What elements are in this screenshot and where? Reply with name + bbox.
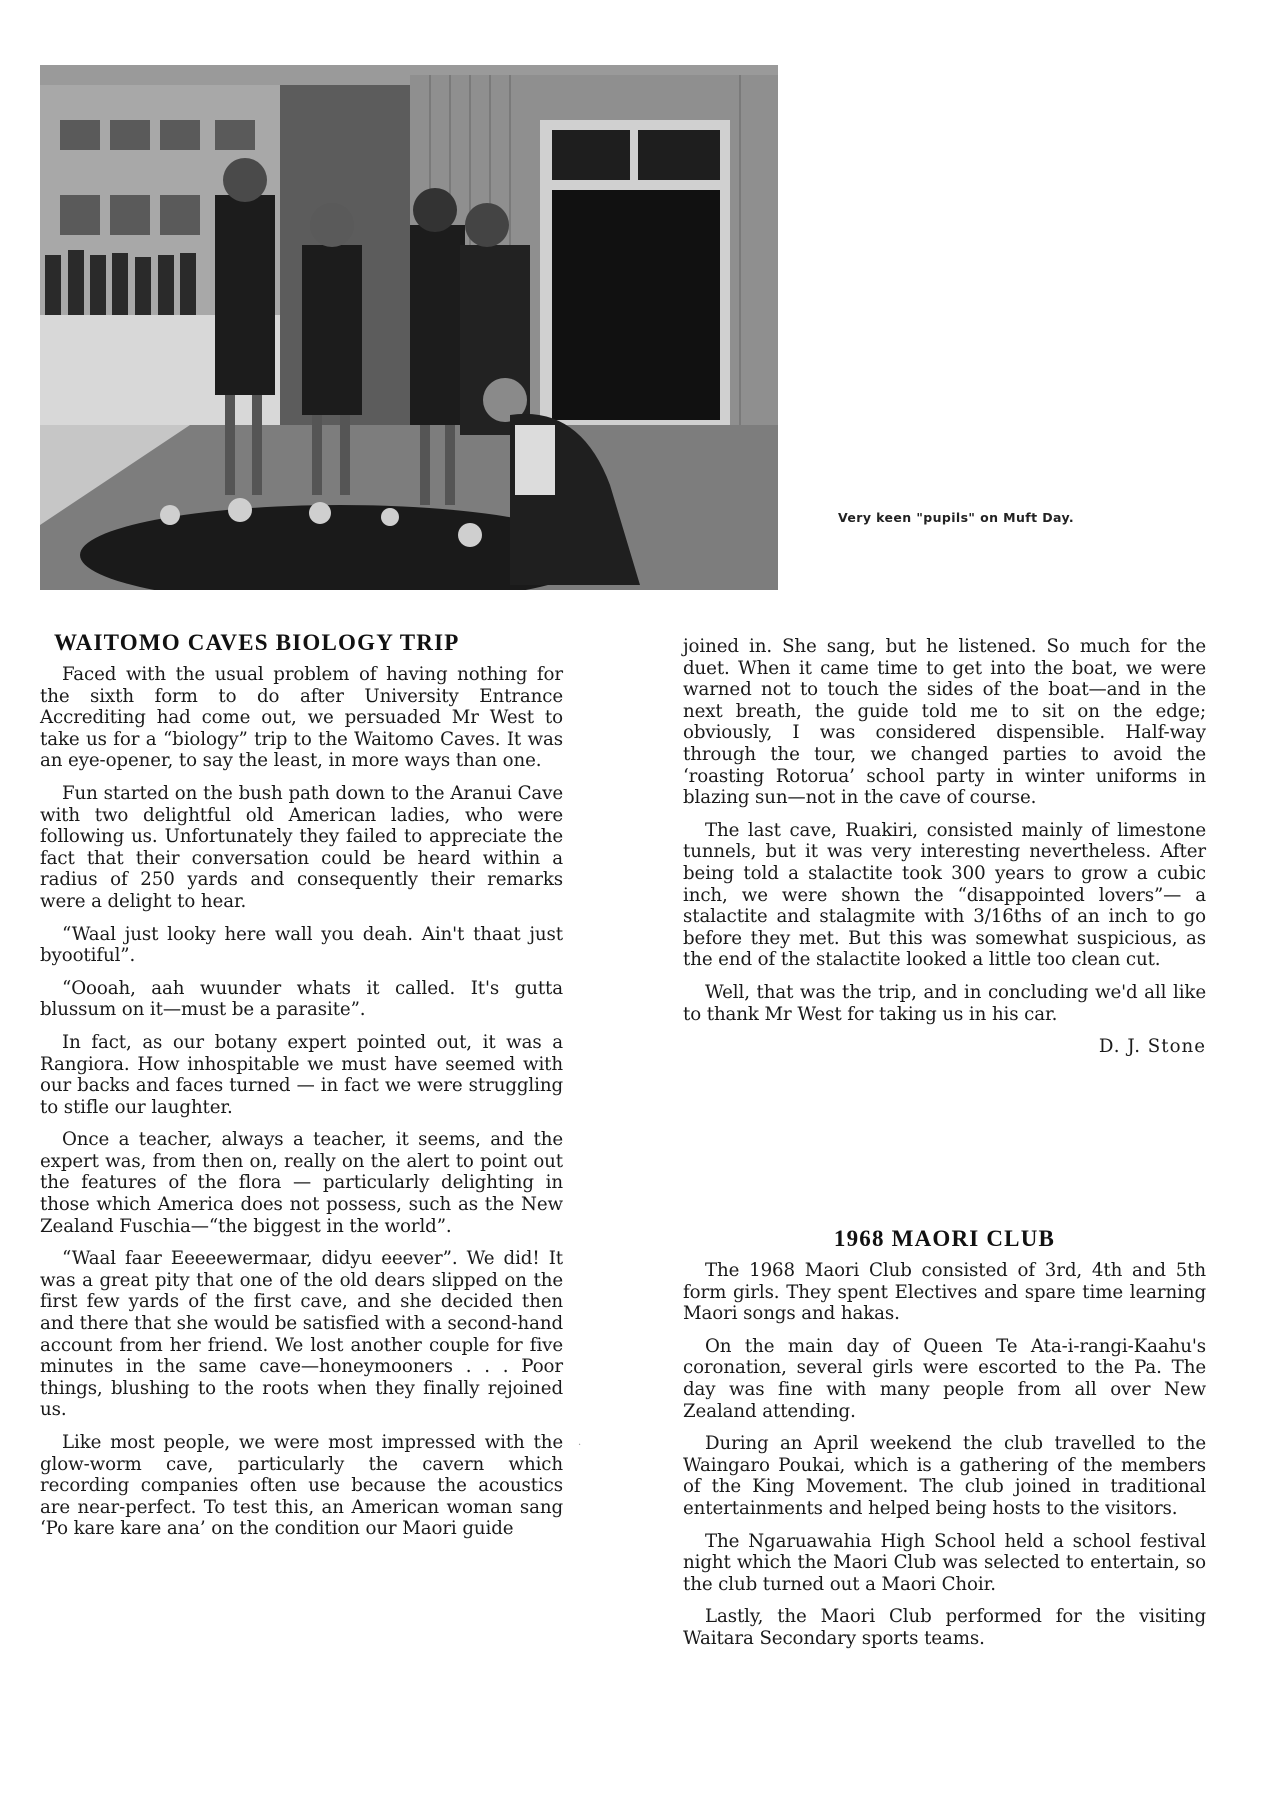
paragraph: Lastly, the Maori Club performed for the visiting Waitara Secondary sports teams. — [683, 1606, 1206, 1649]
article-waitomo-column — [40, 630, 563, 1551]
paragraph: Once a teacher, always a teacher, it seems, and the expert was, from then on, really on the alert to point out the features of the flora — particularly delighting in those which America does not possess, such as the New Zealand Fuschia—“the biggest in the world”. — [40, 1129, 563, 1237]
paragraph: In fact, as our botany expert pointed out, it was a Rangiora. How inhospitable we must have seemed with our backs and faces turned — in fact we were struggling to stifle our laughter. — [40, 1031, 563, 1118]
article-title-waitomo: WAITOMO CAVES BIOLOGY TRIP — [54, 630, 460, 655]
paragraph: During an April weekend the club travelled to the Waingaro Poukai, which is a gathering of the members of the King Movement. The club joined in traditional entertainments and helped being hosts to the visitors. — [683, 1433, 1206, 1519]
article-title-maori-club: 1968 MAORI CLUB — [833, 1226, 1056, 1251]
photo-caption: Very keen "pupils" on Muft Day. — [838, 510, 1075, 525]
paragraph: Like most people, we were most impressed with the glow-worm cave, particularly the cavern which recording companies often use because the acoustics are near-perfect. To test this, an American woman sang ‘Po kare kare ana’ on the condition our Maori guide — [40, 1432, 563, 1540]
paragraph: Faced with the usual problem of having nothing for the sixth form to do after University Entrance Accrediting had come out, we persuaded Mr West to take us for a “biology” trip to the Waitomo Caves. It was an eye-opener, to say the least, in more ways than one. — [40, 664, 563, 772]
photo-image — [40, 65, 778, 590]
paragraph: Well, that was the trip, and in concluding we'd all like to thank Mr West for taking us in his car. — [683, 981, 1206, 1025]
article-maori-club-column — [683, 1226, 1206, 1661]
paragraph: The last cave, Ruakiri, consisted mainly of limestone tunnels, but it was very interesting nevertheless. After being told a stalactite took 300 years to grow a cubic inch, we were shown the “disappointed lovers”— a stalactite and stalagmite with 3/16ths of an inch to go before they met. But this was somewhat suspicious, as the end of the stalactite looked a little too clean cut. — [683, 819, 1206, 971]
print-speck-mark: · — [578, 1440, 582, 1451]
paragraph: The Ngaruawahia High School held a school festival night which the Maori Club was selected to entertain, so the club turned out a Maori Choir. — [683, 1530, 1206, 1595]
paragraph: Fun started on the bush path down to the Aranui Cave with two delightful old American ladies, who were following us. Unfortunately they failed to appreciate the fact that their conversation could be heard within a radius of 250 yards and consequently their remarks were a delight to hear. — [40, 782, 563, 912]
paragraph: On the main day of Queen Te Ata-i-rangi-Kaahu's coronation, several girls were escorted to the Pa. The day was fine with many people from all over New Zealand attending. — [683, 1335, 1206, 1422]
photo-muft-day — [40, 65, 778, 590]
paragraph: The 1968 Maori Club consisted of 3rd, 4th and 5th form girls. They spent Electives and spare time learning Maori songs and hakas. — [683, 1260, 1206, 1325]
paragraph: “Oooah, aah wuunder whats it called. It's gutta blussum on it—must be a parasite”. — [40, 977, 563, 1021]
article-waitomo-continued-column — [683, 636, 1206, 1058]
paragraph: “Waal just looky here wall you deah. Ain't thaat just byootiful”. — [40, 923, 563, 967]
paragraph: joined in. She sang, but he listened. So much for the duet. When it came time to get into the boat, we were warned not to touch the sides of the boat—and in the next breath, the guide told me to sit on the edge; obviously, I was considered dispensible. Half-way through the tour, we changed parties to avoid the ‘roasting Rotorua’ school party in winter uniforms in blazing sun—not in the cave of course. — [683, 636, 1206, 809]
author-signature: D. J. Stone — [1098, 1036, 1206, 1058]
paragraph: “Waal faar Eeeeewermaar, didyu eeever”. We did! It was a great pity that one of the old dears slipped on the first few yards of the first cave, and she decided then and there that she would be satisfied with a second-hand account from her friend. We lost another couple for five minutes in the same cave—honeymooners . . . Poor things, blushing to the roots when they finally rejoined us. — [40, 1248, 563, 1421]
